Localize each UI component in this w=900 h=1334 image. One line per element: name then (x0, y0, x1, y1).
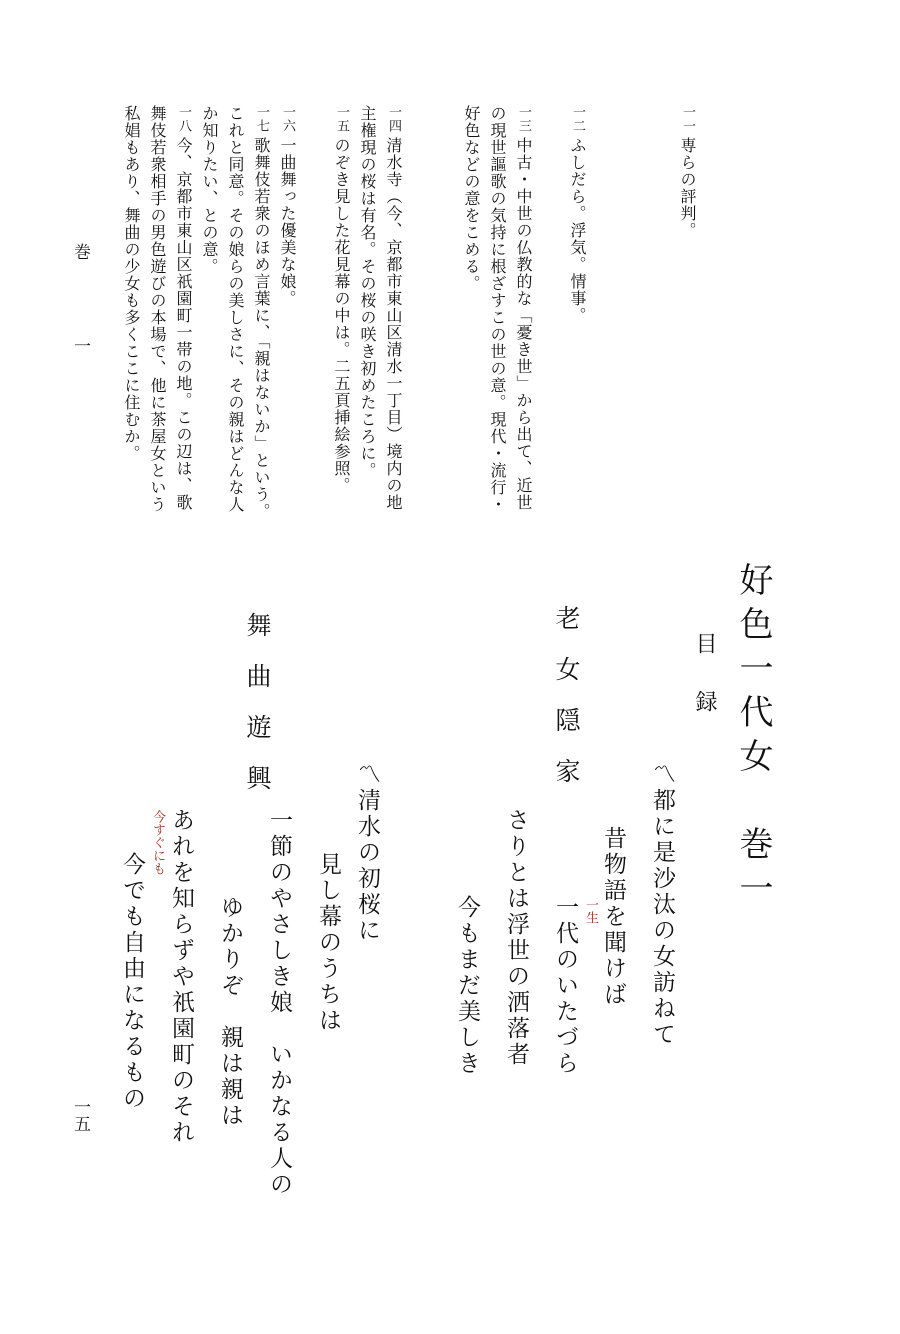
note-17-line3: か知りたい、との意。 (200, 105, 219, 275)
note-14: 一四清水寺（今、京都市東山区清水一丁目）境内の地 (384, 105, 403, 511)
section1-title: 老女隠家 (552, 605, 581, 809)
note-13-line3: 好色などの意をこめる。 (462, 105, 481, 292)
poem2-line2: 見し幕のうちは (315, 852, 341, 1034)
note-13-line2: の現世謳歌の気持に根ざすこの世の意。現代・流行・ (488, 105, 507, 513)
page-title: 好色一代女 巻一 (733, 562, 773, 914)
page-number: 一五 (70, 1098, 90, 1132)
mokuroku-heading: 目録 (692, 632, 717, 748)
poem1-line3: 一代のいたづら (552, 895, 578, 1077)
note-17-line2: これと同意。その娘らの美しさに、その親はどんな人 (226, 105, 245, 513)
note-15: 一五のぞき見した花見幕の中は。二五頁挿絵参照。 (332, 105, 351, 494)
note-16: 一六一曲舞った優美な娘。 (278, 105, 297, 307)
poem1-line1: 〽都に是沙汰の女訪ねて (649, 762, 675, 1048)
note-17: 一七歌舞伎若衆のほめ言葉に、「親はないか」という。 (252, 105, 271, 520)
poem2-line4: ゆかりぞ 親は親は (217, 895, 243, 1129)
note-11: 一一専らの評判。 (678, 105, 697, 239)
poem2-line1: 〽清水の初桜に (354, 762, 380, 944)
ruby-red-annotation: 今すぐにも (150, 810, 165, 875)
poem1-line2: 昔物語を聞けば (600, 826, 626, 1008)
note-14-line2: 主権現の桜は有名。その桜の咲き初めたころに。 (358, 105, 377, 479)
volume-label: 巻 一 (70, 243, 90, 384)
poem1-line5: 今もまだ美しき (454, 895, 480, 1077)
section2-title: 舞曲遊興 (243, 612, 272, 816)
poem1-line4: さりとは浮世の洒落者 (503, 808, 529, 1068)
note-18-line3: 私娼もあり、舞曲の少女も多くここに住むか。 (122, 105, 141, 462)
gloss-red-annotation: 一生 (583, 898, 598, 924)
note-13: 一三中古・中世の仏教的な「憂き世」から出て、近世 (514, 105, 533, 511)
note-12: 一二ふしだら。浮気。情事。 (568, 105, 587, 324)
note-18-line2: 舞伎若衆相手の男色遊びの本場で、他に茶屋女という (148, 105, 167, 513)
poem2-line3: 一節のやさしき娘 いかなる人の (266, 808, 292, 1198)
note-18: 一八今、京都市東山区祇園町一帯の地。この辺は、歌 (174, 105, 193, 511)
poem2-line5: あれを知らずや祇園町のそれ (168, 808, 194, 1146)
poem2-line6: 今でも自由になるもの (119, 852, 145, 1112)
